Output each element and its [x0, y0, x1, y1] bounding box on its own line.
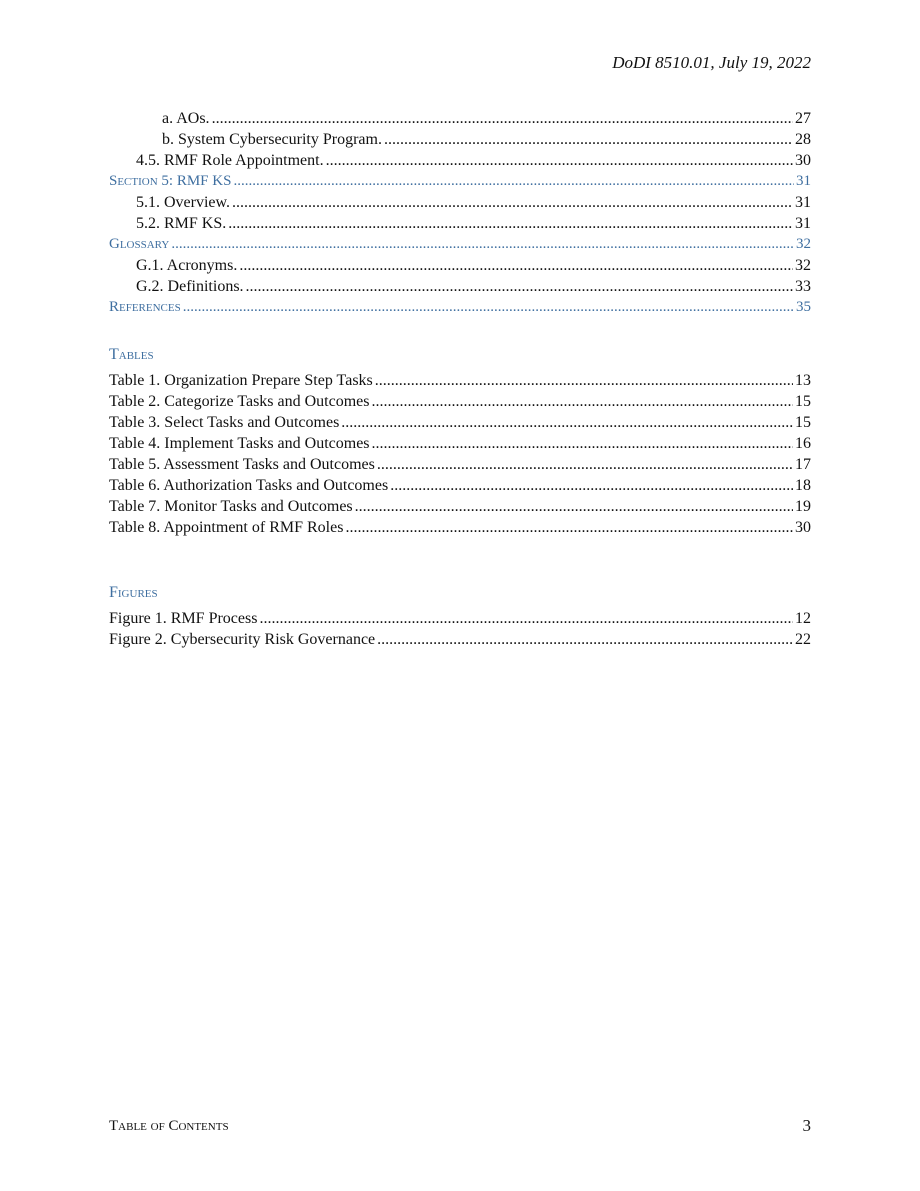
toc-entry-page: 17	[795, 456, 811, 473]
dot-leader	[377, 629, 793, 650]
table-list-entry[interactable]	[109, 496, 811, 517]
toc-entry-page: 31	[796, 173, 811, 189]
toc-entry-page: 18	[795, 477, 811, 494]
toc-entry-label: Figure 1. RMF Process	[109, 610, 258, 627]
toc-entry[interactable]	[109, 276, 811, 297]
table-list-entry[interactable]	[109, 517, 811, 538]
figure-list-entry[interactable]	[109, 608, 811, 629]
table-list-entry[interactable]	[109, 370, 811, 391]
toc-entry[interactable]	[109, 150, 811, 171]
toc-entry-page: 31	[795, 215, 811, 232]
toc-entry-label: 4.5. RMF Role Appointment.	[136, 152, 324, 169]
toc-entry-page: 15	[795, 393, 811, 410]
toc-entry-label: Section 5: RMF KS	[109, 173, 232, 189]
dot-leader	[326, 150, 793, 171]
table-list-entry[interactable]	[109, 454, 811, 475]
toc-entry[interactable]	[109, 108, 811, 129]
dot-leader	[390, 475, 793, 496]
toc-entry-page: 32	[796, 236, 811, 252]
dot-leader	[345, 517, 793, 538]
table-list-entry[interactable]	[109, 433, 811, 454]
toc-entry[interactable]	[109, 192, 811, 213]
dot-leader	[232, 192, 793, 213]
figures-heading: Figures	[109, 584, 158, 601]
dot-leader	[355, 496, 793, 517]
toc-entry-page: 30	[795, 519, 811, 536]
toc-entry-label: Table 5. Assessment Tasks and Outcomes	[109, 456, 375, 473]
toc-entry-label: G.2. Definitions.	[136, 278, 244, 295]
toc-entry-page: 30	[795, 152, 811, 169]
toc-entry-page: 33	[795, 278, 811, 295]
figure-list-entry[interactable]	[109, 629, 811, 650]
dot-leader	[171, 234, 794, 255]
toc-entry[interactable]	[109, 213, 811, 234]
toc-entry-page: 19	[795, 498, 811, 515]
dot-leader	[341, 412, 793, 433]
toc-entry-page: 32	[795, 257, 811, 274]
tables-heading: Tables	[109, 346, 154, 363]
toc-entry-label: References	[109, 299, 181, 315]
dot-leader	[372, 391, 794, 412]
toc-entry-label: Figure 2. Cybersecurity Risk Governance	[109, 631, 376, 648]
dot-leader	[239, 255, 793, 276]
table-list-entry[interactable]	[109, 475, 811, 496]
dot-leader	[377, 454, 793, 475]
toc-entry-page: 13	[795, 372, 811, 389]
toc-entry-page: 12	[795, 610, 811, 627]
toc-entry-label: a. AOs.	[162, 110, 210, 127]
toc-entry-page: 28	[795, 131, 811, 148]
toc-entry-label: Table 8. Appointment of RMF Roles	[109, 519, 344, 536]
dot-leader	[183, 297, 794, 318]
toc-entry-label: G.1. Acronyms.	[136, 257, 238, 274]
toc-entry-label: Table 2. Categorize Tasks and Outcomes	[109, 393, 370, 410]
toc-entry-label: Table 3. Select Tasks and Outcomes	[109, 414, 340, 431]
toc-entry-label: 5.2. RMF KS.	[136, 215, 227, 232]
toc-entry-page: 22	[795, 631, 811, 648]
toc-section-link[interactable]	[109, 297, 811, 318]
toc-section-link[interactable]	[109, 234, 811, 255]
dot-leader	[233, 171, 794, 192]
dot-leader	[372, 433, 793, 454]
page-number: 3	[802, 1116, 811, 1135]
toc-entry-page: 27	[795, 110, 811, 127]
toc-entry-label: Table 7. Monitor Tasks and Outcomes	[109, 498, 353, 515]
footer-section-title: Table of Contents	[109, 1118, 229, 1134]
toc-entry[interactable]	[109, 255, 811, 276]
toc-entry-page: 31	[795, 194, 811, 211]
toc-entry-label: Glossary	[109, 236, 170, 252]
table-of-contents	[109, 108, 811, 650]
toc-entry-label: Table 4. Implement Tasks and Outcomes	[109, 435, 370, 452]
dot-leader	[259, 608, 793, 629]
table-list-entry[interactable]	[109, 412, 811, 433]
toc-entry-label: b. System Cybersecurity Program.	[162, 131, 382, 148]
dot-leader	[384, 129, 793, 150]
dot-leader	[375, 370, 793, 391]
table-list-entry[interactable]	[109, 391, 811, 412]
dot-leader	[228, 213, 793, 234]
dot-leader	[212, 108, 793, 129]
document-header: DoDI 8510.01, July 19, 2022	[612, 53, 811, 72]
toc-entry[interactable]	[109, 129, 811, 150]
toc-entry-page: 16	[795, 435, 811, 452]
dot-leader	[246, 276, 793, 297]
toc-entry-label: Table 1. Organization Prepare Step Tasks	[109, 372, 373, 389]
toc-section-link[interactable]	[109, 171, 811, 192]
toc-entry-page: 35	[796, 299, 811, 315]
toc-entry-label: Table 6. Authorization Tasks and Outcomes	[109, 477, 389, 494]
toc-entry-label: 5.1. Overview.	[136, 194, 231, 211]
toc-entry-page: 15	[795, 414, 811, 431]
